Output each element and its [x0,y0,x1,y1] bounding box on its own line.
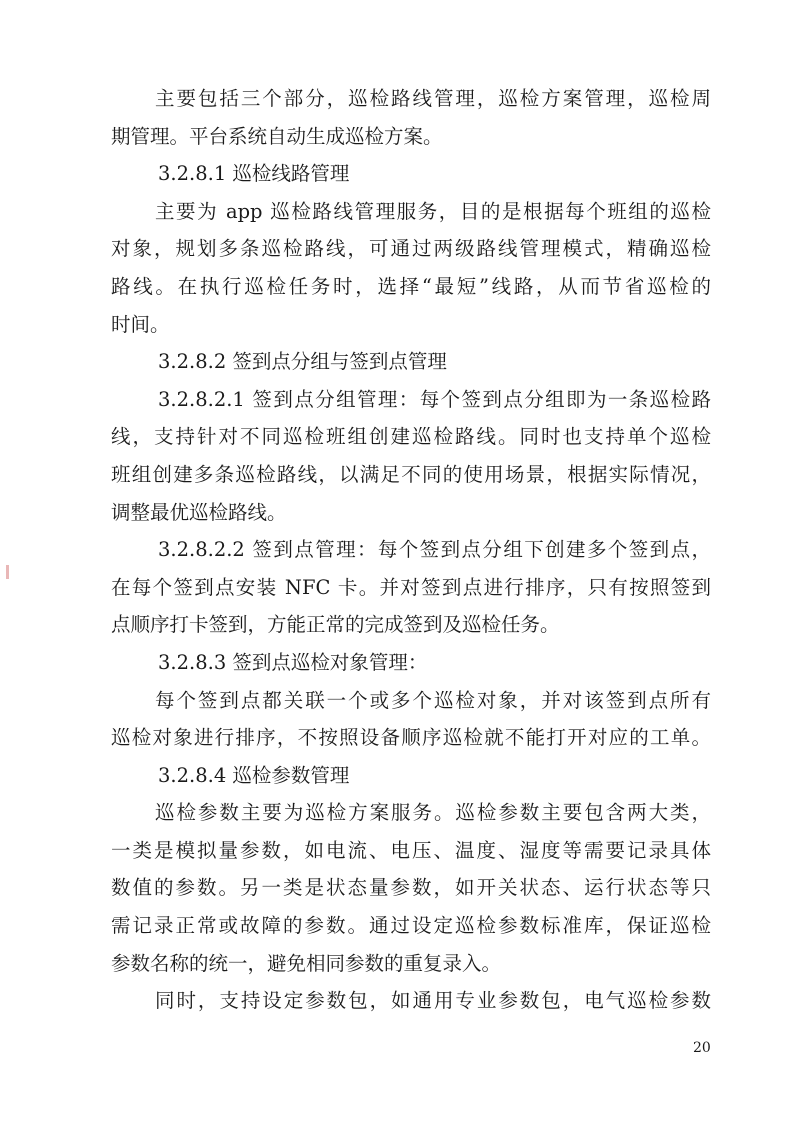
paragraph-line: 一类是模拟量参数，如电流、电压、温度、湿度等需要记录具体 [111,838,711,862]
paragraph-line: 班组创建多条巡检路线，以满足不同的使用场景，根据实际情况， [111,462,711,486]
paragraph-line: 同时，支持设定参数包，如通用专业参数包，电气巡检参数 [155,989,711,1013]
section-heading: 3.2.8.4 巡检参数管理 [158,763,350,787]
paragraph-line: 主要为 app 巡检路线管理服务，目的是根据每个班组的巡检 [155,199,711,223]
paragraph-line: 3.2.8.2.2 签到点管理：每个签到点分组下创建多个签到点， [158,538,711,562]
paragraph-line: 线，支持针对不同巡检班组创建巡检路线。同时也支持单个巡检 [111,425,711,449]
paragraph-line: 巡检参数主要为巡检方案服务。巡检参数主要包含两大类， [155,801,711,825]
document-body [111,80,711,1020]
paragraph-line: 点顺序打卡签到，方能正常的完成签到及巡检任务。 [111,613,560,637]
margin-mark [6,565,9,579]
paragraph-line: 每个签到点都关联一个或多个巡检对象，并对该签到点所有 [155,688,711,712]
section-heading: 3.2.8.1 巡检线路管理 [158,162,350,186]
paragraph-line: 期管理。平台系统自动生成巡检方案。 [111,124,443,148]
paragraph-line: 调整最优巡检路线。 [111,500,287,524]
paragraph-line: 在每个签到点安装 NFC 卡。并对签到点进行排序，只有按照签到 [111,575,711,599]
paragraph-line: 数值的参数。另一类是状态量参数，如开关状态、运行状态等只 [111,876,711,900]
page-number: 20 [693,1040,711,1056]
section-heading: 3.2.8.3 签到点巡检对象管理： [158,650,428,674]
paragraph-line: 时间。 [111,312,170,336]
paragraph-line: 对象，规划多条巡检路线，可通过两级路线管理模式，精确巡检 [111,237,711,261]
paragraph-line: 路线。在执行巡检任务时，选择“最短”线路，从而节省巡检的 [111,274,711,298]
paragraph-line: 3.2.8.2.1 签到点分组管理：每个签到点分组即为一条巡检路 [158,387,711,411]
paragraph-line: 需记录正常或故障的参数。通过设定巡检参数标准库，保证巡检 [111,914,711,938]
paragraph-line: 巡检对象进行排序，不按照设备顺序巡检就不能打开对应的工单。 [111,726,711,750]
paragraph-line: 主要包括三个部分，巡检路线管理，巡检方案管理，巡检周 [155,87,711,110]
section-heading: 3.2.8.2 签到点分组与签到点管理 [158,350,447,374]
paragraph-line: 参数名称的统一，避免相同参数的重复录入。 [111,951,502,975]
